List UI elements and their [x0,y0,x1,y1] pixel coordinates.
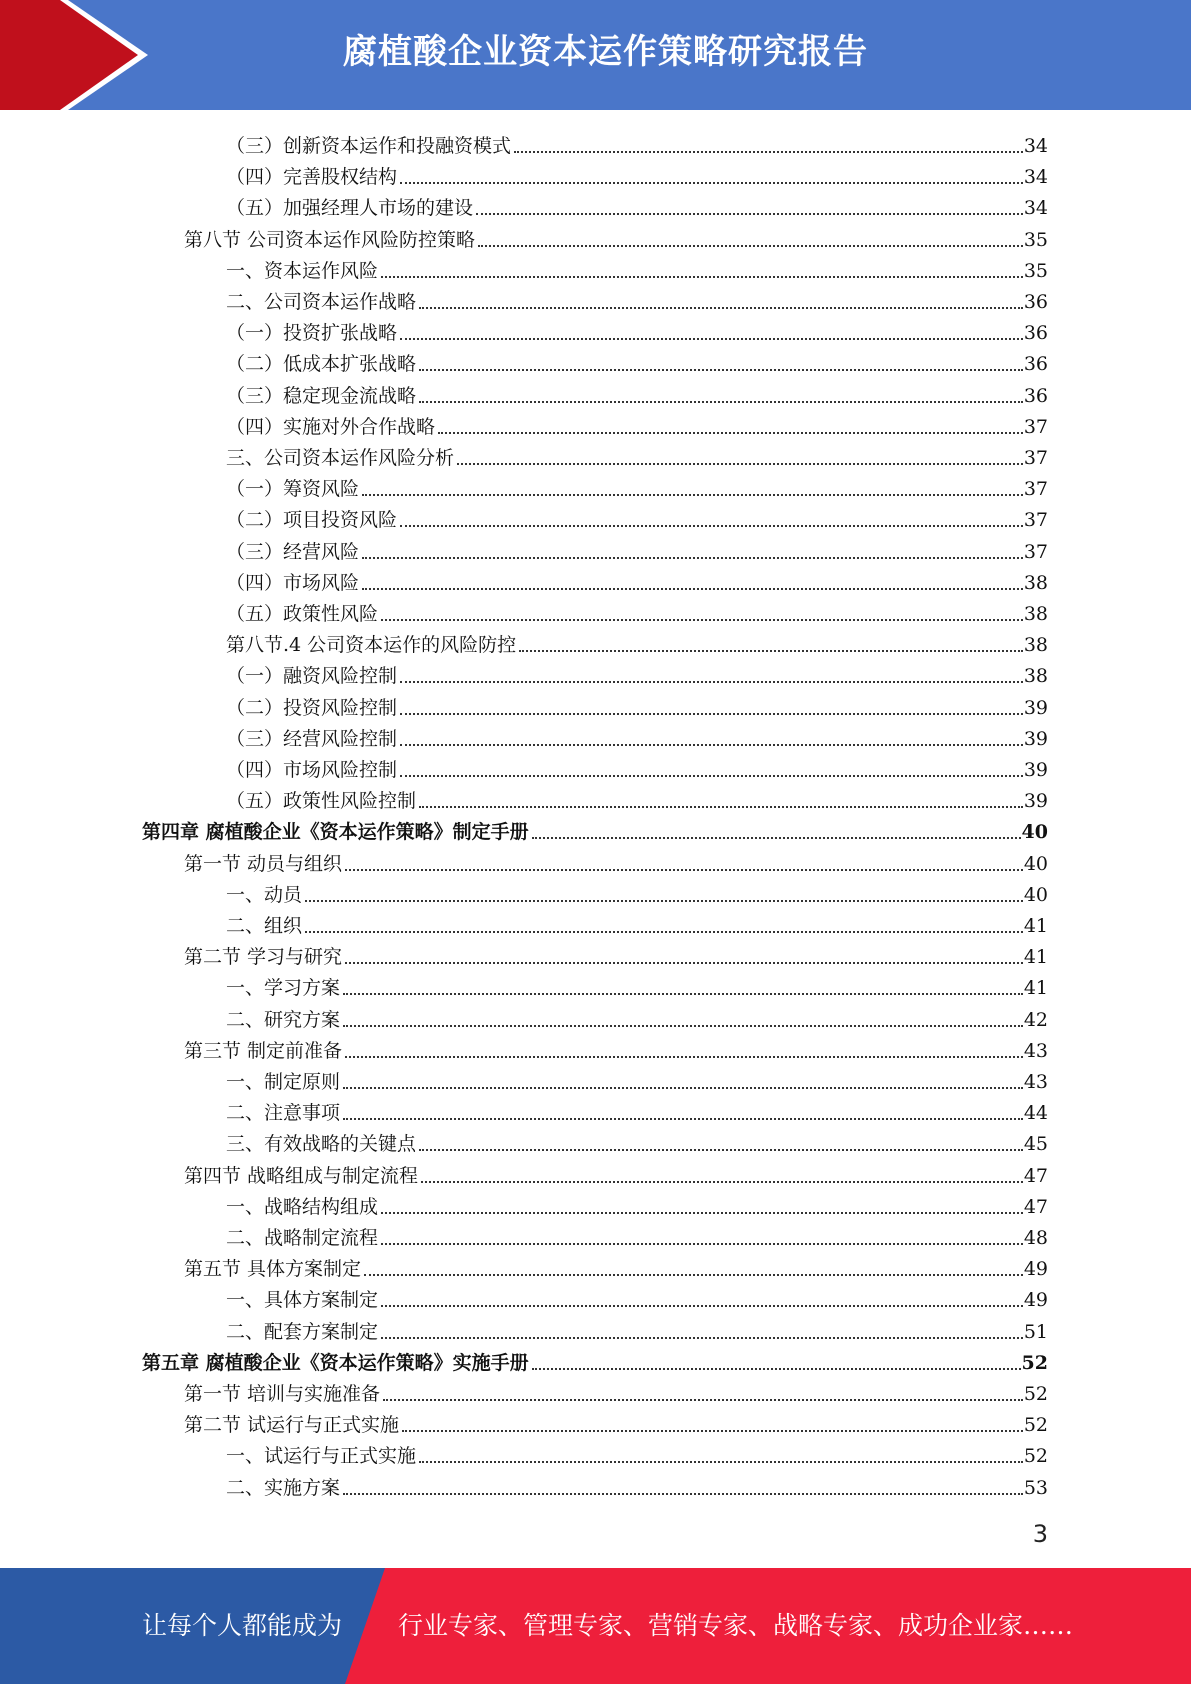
toc-entry-title: 二、研究方案 [226,1008,341,1031]
toc-dot-leader [400,681,1023,683]
toc-entry-title: （三）稳定现金流战略 [226,384,417,407]
toc-dot-leader [400,182,1023,184]
toc-entry-page: 36 [1023,384,1048,407]
toc-dot-leader [345,1056,1023,1058]
toc-entry-title: 一、战略结构组成 [226,1195,379,1218]
toc-entry-title: （一）筹资风险 [226,478,360,501]
toc-entry-title: （二）低成本扩张战略 [226,353,417,376]
toc-dot-leader [476,213,1023,215]
toc-entry-page: 39 [1023,759,1048,781]
toc-entry-title: （四）完善股权结构 [226,166,398,189]
toc-entry[interactable] [226,1468,1048,1499]
toc-entry-page: 51 [1023,1320,1048,1343]
toc-entry-page: 34 [1023,197,1048,220]
toc-entry[interactable] [184,1249,1048,1280]
toc-entry-title: 二、配套方案制定 [226,1320,379,1343]
toc-entry[interactable] [226,126,1048,157]
toc-dot-leader [381,276,1023,278]
toc-entry-page: 35 [1023,228,1048,251]
toc-dot-leader [343,993,1023,995]
page-number: 3 [1032,1520,1048,1548]
toc-entry-title: 二、注意事项 [226,1102,341,1125]
toc-dot-leader [419,307,1023,309]
toc-entry-title: 一、资本运作风险 [226,259,379,282]
toc-entry[interactable] [226,1124,1048,1155]
toc-entry-title: （四）市场风险控制 [226,759,398,781]
toc-entry[interactable] [184,220,1048,251]
toc-dot-leader [402,1430,1023,1432]
toc-dot-leader [381,1212,1023,1214]
toc-entry[interactable] [226,1062,1048,1093]
toc-entry[interactable] [226,1218,1048,1249]
toc-entry[interactable] [226,282,1048,313]
toc-entry-title: 第五节 具体方案制定 [184,1258,362,1281]
toc-dot-leader [343,1493,1023,1495]
toc-entry-title: 三、有效战略的关键点 [226,1133,417,1156]
toc-dot-leader [364,1274,1023,1276]
toc-entry-page: 49 [1023,1258,1048,1281]
toc-entry-title: 二、实施方案 [226,1476,341,1499]
toc-dot-leader [419,401,1023,403]
toc-dot-leader [400,775,1023,777]
toc-entry[interactable] [142,812,1048,843]
toc-entry-page: 53 [1023,1476,1048,1499]
toc-entry-page: 47 [1023,1164,1048,1187]
toc-entry-page: 52 [1023,1414,1048,1437]
toc-entry-title: （二）投资风险控制 [226,696,398,719]
toc-entry-page: 38 [1023,634,1048,657]
toc-entry-page: 43 [1023,1071,1048,1093]
toc-entry-title: 第八节.4 公司资本运作的风险防控 [226,634,517,657]
toc-entry-page: 39 [1023,790,1048,813]
toc-entry-page: 38 [1023,571,1048,594]
toc-dot-leader [362,494,1023,496]
toc-entry-page: 49 [1023,1289,1048,1312]
toc-entry[interactable] [226,688,1048,719]
toc-entry[interactable] [226,625,1048,656]
toc-dot-leader [343,1118,1023,1120]
toc-entry-title: （四）市场风险 [226,571,360,594]
toc-dot-leader [381,1337,1023,1339]
footer-slogan-left: 让每个人都能成为 [142,1611,343,1640]
toc-entry[interactable] [226,1187,1048,1218]
toc-entry[interactable] [226,1280,1048,1311]
toc-entry-title: 一、具体方案制定 [226,1289,379,1312]
toc-entry-title: 第四节 战略组成与制定流程 [184,1164,419,1187]
toc-dot-leader [419,369,1023,371]
toc-entry-title: （一）融资风险控制 [226,665,398,688]
toc-entry-title: 一、动员 [226,883,303,906]
toc-dot-leader [343,1025,1023,1027]
toc-entry-page: 39 [1023,696,1048,719]
toc-entry[interactable] [226,376,1048,407]
toc-entry-page: 44 [1023,1102,1048,1125]
toc-entry-title: （三）经营风险 [226,540,360,563]
toc-entry[interactable] [226,968,1048,999]
toc-entry-title: （四）实施对外合作战略 [226,415,436,438]
toc-dot-leader [400,525,1023,527]
footer-banner [0,1568,1191,1684]
toc-entry[interactable] [226,1000,1048,1031]
toc-entry-page: 52 [1023,1383,1048,1405]
toc-entry[interactable] [226,313,1048,344]
page-title: 腐植酸企业资本运作策略研究报告 [343,32,868,72]
toc-dot-leader [532,1368,1021,1370]
toc-entry-page: 37 [1023,509,1048,532]
toc-entry-page: 37 [1023,415,1048,438]
toc-entry[interactable] [226,875,1048,906]
toc-entry[interactable] [226,532,1048,563]
toc-entry-title: 一、试运行与正式实施 [226,1445,417,1468]
toc-entry-title: 第八节 公司资本运作风险防控策略 [184,228,476,251]
toc-entry[interactable] [226,1436,1048,1467]
toc-entry-title: 二、公司资本运作战略 [226,291,417,313]
toc-entry-page: 43 [1023,1039,1048,1062]
toc-entry[interactable] [184,844,1048,875]
toc-entry-title: （一）投资扩张战略 [226,322,398,345]
toc-entry-title: 二、战略制定流程 [226,1227,379,1249]
toc-dot-leader [519,650,1023,652]
toc-dot-leader [362,588,1023,590]
toc-entry-title: 第五章 腐植酸企业《资本运作策略》实施手册 [142,1351,529,1374]
toc-entry-page: 42 [1023,1008,1048,1031]
toc-entry-title: 一、制定原则 [226,1071,341,1093]
toc-dot-leader [532,837,1021,839]
toc-entry[interactable] [226,719,1048,750]
toc-dot-leader [457,463,1023,465]
toc-entry-page: 36 [1023,322,1048,345]
toc-entry-page: 37 [1023,540,1048,563]
toc-entry-title: 第四章 腐植酸企业《资本运作策略》制定手册 [142,821,529,844]
toc-entry-page: 39 [1023,727,1048,750]
toc-entry-page: 52 [1023,1445,1048,1468]
toc-entry-title: 一、学习方案 [226,977,341,1000]
toc-entry-title: 第三节 制定前准备 [184,1039,343,1062]
toc-entry[interactable] [226,469,1048,500]
toc-entry-page: 41 [1023,977,1048,1000]
toc-entry-page: 38 [1023,665,1048,688]
toc-entry[interactable] [226,251,1048,282]
toc-entry-page: 38 [1023,603,1048,625]
toc-dot-leader [345,962,1023,964]
toc-entry-title: （五）加强经理人市场的建设 [226,197,474,220]
toc-dot-leader [478,245,1023,247]
toc-entry-page: 40 [1021,821,1048,844]
toc-entry[interactable] [142,1343,1048,1374]
toc-entry-page: 41 [1023,946,1048,969]
toc-dot-leader [305,900,1023,902]
toc-dot-leader [362,557,1023,559]
toc-entry[interactable] [184,1156,1048,1187]
toc-entry[interactable] [226,1093,1048,1124]
toc-dot-leader [419,806,1023,808]
toc-dot-leader [400,338,1023,340]
toc-dot-leader [381,619,1023,621]
footer-slogan-right: 行业专家、管理专家、营销专家、战略专家、成功企业家…… [398,1611,1074,1640]
toc-dot-leader [345,869,1023,871]
toc-entry[interactable] [226,656,1048,687]
toc-entry-page: 37 [1023,447,1048,469]
toc-dot-leader [383,1399,1023,1401]
toc-entry-title: 第二节 试运行与正式实施 [184,1414,400,1437]
toc-entry-page: 45 [1023,1133,1048,1156]
toc-entry-page: 37 [1023,478,1048,501]
toc-entry[interactable] [226,1312,1048,1343]
toc-entry-page: 47 [1023,1195,1048,1218]
toc-dot-leader [400,744,1023,746]
toc-entry-title: （五）政策性风险 [226,603,379,625]
toc-entry-title: （二）项目投资风险 [226,509,398,532]
toc-entry-page: 40 [1023,883,1048,906]
header-banner [0,0,1191,110]
toc-entry[interactable] [226,750,1048,781]
toc-entry[interactable] [226,781,1048,812]
toc-entry[interactable] [226,157,1048,188]
toc-entry-title: 第一节 培训与实施准备 [184,1383,381,1405]
toc-entry-title: （五）政策性风险控制 [226,790,417,813]
toc-entry[interactable] [184,1405,1048,1436]
toc-entry-page: 34 [1023,135,1048,157]
toc-dot-leader [419,1149,1023,1151]
toc-dot-leader [381,1243,1023,1245]
toc-entry[interactable] [226,407,1048,438]
toc-entry-page: 35 [1023,259,1048,282]
toc-entry-page: 52 [1021,1351,1048,1374]
toc-dot-leader [438,432,1023,434]
toc-entry-page: 40 [1023,852,1048,875]
toc-dot-leader [400,713,1023,715]
toc-entry-page: 36 [1023,353,1048,376]
toc-dot-leader [421,1181,1023,1183]
toc-entry[interactable] [226,906,1048,937]
toc-entry-page: 36 [1023,291,1048,313]
toc-entry[interactable] [226,344,1048,375]
toc-entry-title: 三、公司资本运作风险分析 [226,447,455,469]
toc-entry[interactable] [226,563,1048,594]
toc-entry-title: 第二节 学习与研究 [184,946,343,969]
toc-entry[interactable] [184,937,1048,968]
toc-dot-leader [381,1305,1023,1307]
toc-entry[interactable] [184,1374,1048,1405]
toc-dot-leader [343,1087,1023,1089]
toc-entry-page: 48 [1023,1227,1048,1249]
toc-entry[interactable] [226,500,1048,531]
toc-entry-title: 二、组织 [226,915,303,937]
toc-entry-page: 41 [1023,915,1048,937]
toc-entry[interactable] [226,438,1048,469]
toc-entry-title: （三）经营风险控制 [226,727,398,750]
toc-dot-leader [514,151,1023,153]
toc-entry[interactable] [184,1031,1048,1062]
toc-entry-title: 第一节 动员与组织 [184,852,343,875]
toc-dot-leader [305,931,1023,933]
toc-dot-leader [419,1461,1023,1463]
toc-entry-title: （三）创新资本运作和投融资模式 [226,135,512,157]
toc-entry[interactable] [226,188,1048,219]
toc-entry[interactable] [226,594,1048,625]
toc-entry-page: 34 [1023,166,1048,189]
